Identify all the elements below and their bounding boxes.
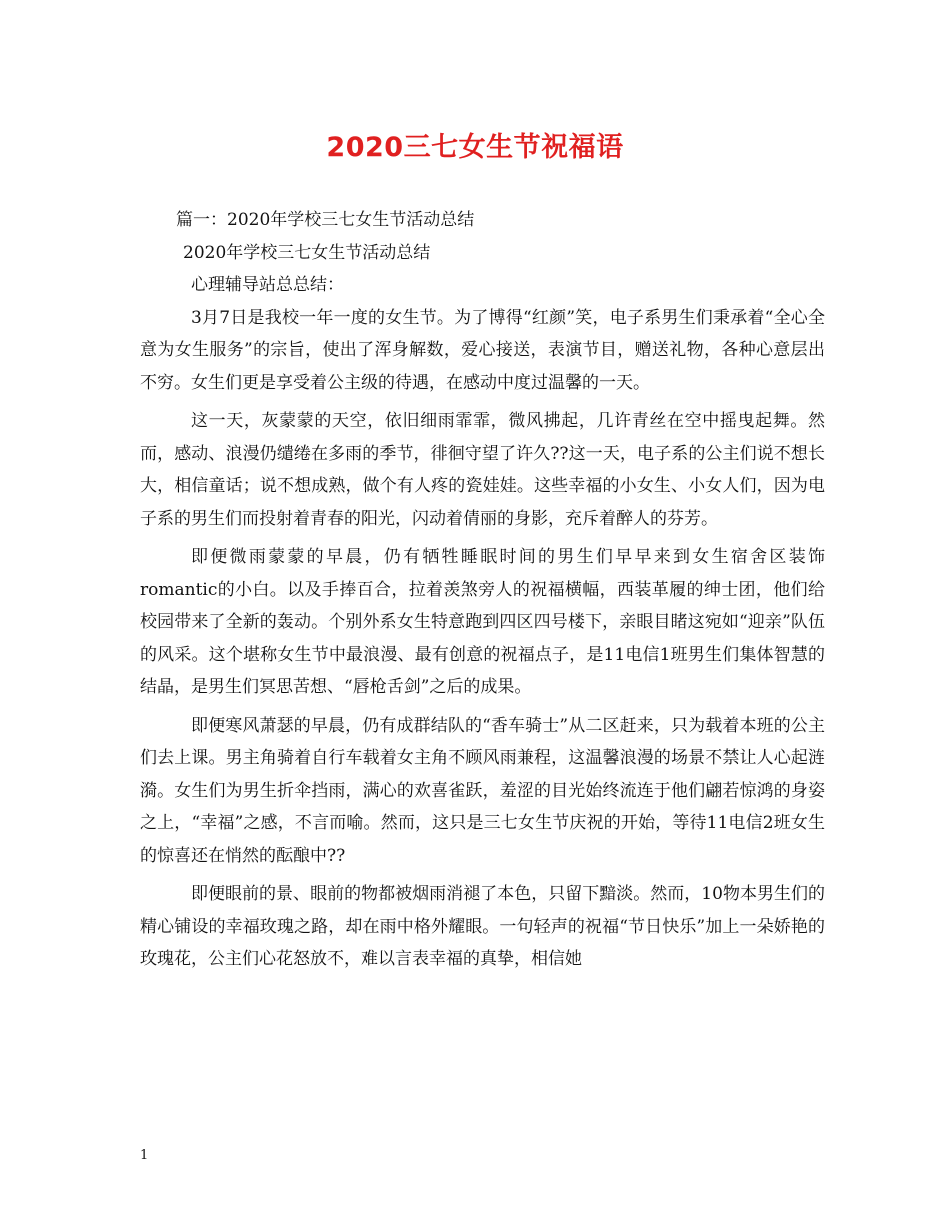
subsection-heading: 2020年学校三七女生节活动总结 xyxy=(183,242,431,263)
section-heading: 篇一：2020年学校三七女生节活动总结 xyxy=(176,210,475,230)
document-title: 2020三七女生节祝福语 xyxy=(326,132,624,163)
paragraph-2: 这一天，灰蒙蒙的天空，依旧细雨霏霏，微风拂起，几许青丝在空中摇曳起舞。然而，感动、浪漫仍缱绻在多雨的季节，徘徊守望了许久??这一天，电子系的公主们说不想长大，相信童话；说不想成熟，做个有人疼的瓷娃娃。这些幸福的小女生、小女人们，因为电子系的男生们而投射着青春的阳光，闪动着倩丽的身影，充斥着醉人的芬芳。 xyxy=(140,411,825,529)
page-number: 1 xyxy=(140,1148,149,1163)
document-body xyxy=(140,204,825,982)
paragraph-3: 即便微雨蒙蒙的早晨，仍有牺牲睡眠时间的男生们早早来到女生宿舍区装饰romantic的小白。以及手捧百合，拉着羡煞旁人的祝福横幅，西装革履的绅士团，他们给校园带来了全新的轰动。个别外系女生特意跑到四区四号楼下，亲眼目睹这宛如“迎亲”队伍的风采。这个堪称女生节中最浪漫、最有创意的祝福点子，是11电信1班男生们集体智慧的结晶，是男生们冥思苦想、“唇枪舌剑”之后的成果。 xyxy=(140,547,825,697)
author-line: 心理辅导站总总结： xyxy=(191,275,344,295)
paragraph-4: 即便寒风萧瑟的早晨，仍有成群结队的“香车骑士”从二区赶来，只为载着本班的公主们去上课。男主角骑着自行车载着女主角不顾风雨兼程，这温馨浪漫的场景不禁让人心起涟漪。女生们为男生折伞挡雨，满心的欢喜雀跃，羞涩的目光始终流连于他们翩若惊鸿的身姿之上，“幸福”之感，不言而喻。然而，这只是三七女生节庆祝的开始，等待11电信2班女生的惊喜还在悄然的酝酿中?? xyxy=(140,715,825,866)
paragraph-1: 3月7日是我校一年一度的女生节。为了博得“红颜”笑，电子系男生们秉承着“全心全意为女生服务”的宗旨，使出了浑身解数，爱心接送，表演节目，赠送礼物，各种心意层出不穷。女生们更是享受着公主级的待遇，在感动中度过温馨的一天。 xyxy=(140,307,825,393)
paragraph-5: 即便眼前的景、眼前的物都被烟雨消褪了本色，只留下黯淡。然而，10物本男生们的精心铺设的幸福玫瑰之路，却在雨中格外耀眼。一句轻声的祝福“节日快乐”加上一朵娇艳的玫瑰花，公主们心花怒放不，难以言表幸福的真挚，相信她 xyxy=(140,884,825,969)
